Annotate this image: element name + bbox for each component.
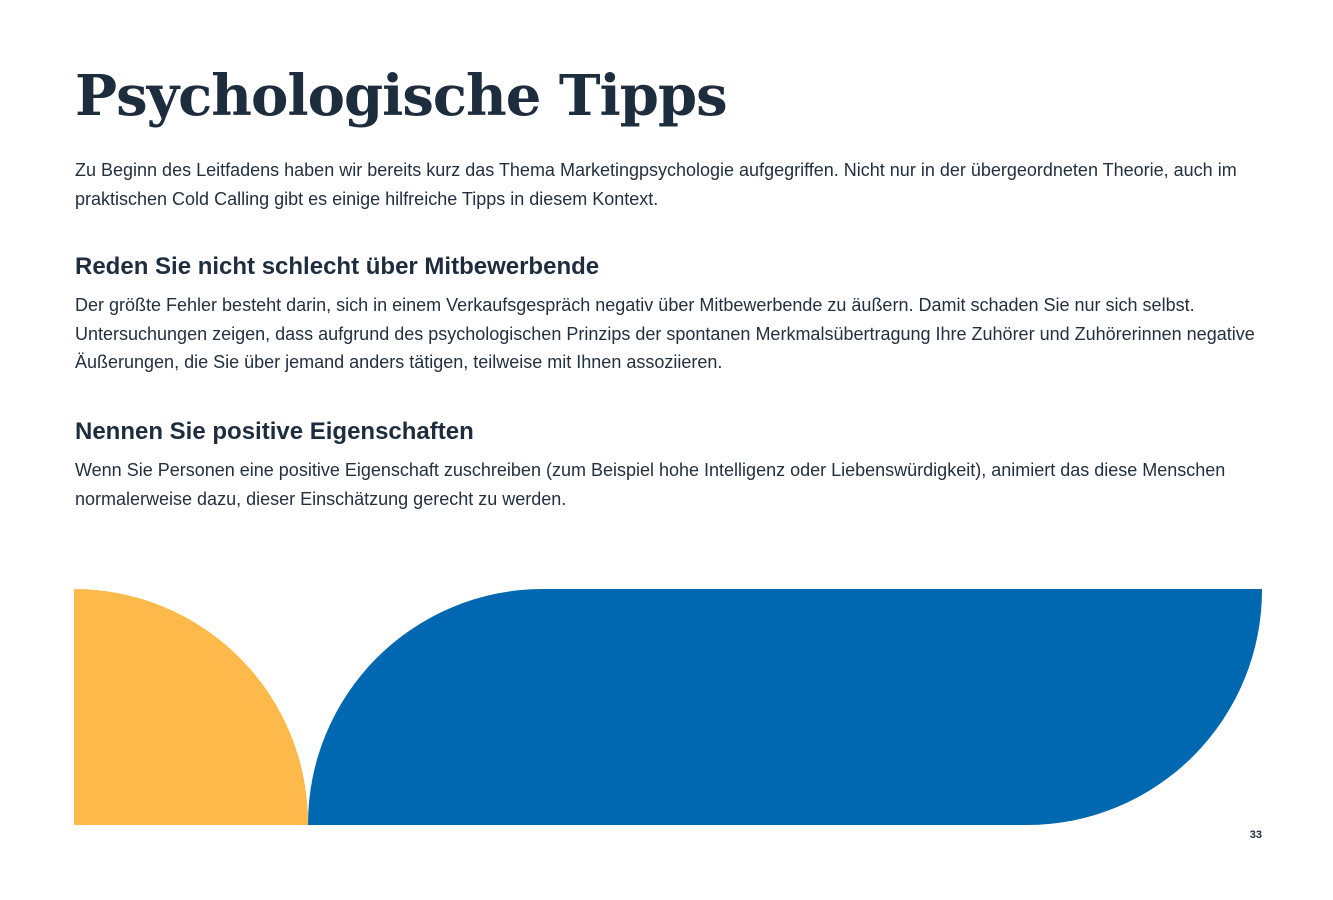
section-heading-competitors: Reden Sie nicht schlecht über Mitbewerbende bbox=[75, 253, 600, 280]
section-body-positive-traits: Wenn Sie Personen eine positive Eigenschaft zuschreiben (zum Beispiel hohe Intelligenz oder Liebenswürdigkeit), animiert das diese Menschen normalerweise dazu, dieser Einschätzung gerecht zu werden. bbox=[75, 460, 1226, 509]
section-body-competitors: Der größte Fehler besteht darin, sich in einem Verkaufsgespräch negativ über Mitbewerbende zu äußern. Damit schaden Sie nur sich selbst. Untersuchungen zeigen, dass aufgrund des psychologischen Prinzips der spontanen Merkmalsübertragung Ihre Zuhörer und Zuhörerinnen negative Äußerungen, die Sie über jemand anders tätigen, teilweise mit Ihnen assoziieren. bbox=[75, 295, 1255, 372]
section-heading-positive-traits: Nennen Sie positive Eigenschaften bbox=[75, 418, 474, 445]
page-number: 33 bbox=[1249, 829, 1262, 841]
blue-leaf-shape bbox=[308, 589, 1262, 825]
yellow-quarter-circle-shape bbox=[74, 589, 308, 825]
page-title: Psychologische Tipps bbox=[75, 63, 727, 129]
decorative-shapes bbox=[74, 589, 1264, 825]
intro-paragraph: Zu Beginn des Leitfadens haben wir bereits kurz das Thema Marketingpsychologie aufgegriffen. Nicht nur in der übergeordneten Theorie, auch im praktischen Cold Calling gibt es einige hilfreiche Tipps in diesem Kontext. bbox=[75, 160, 1237, 209]
